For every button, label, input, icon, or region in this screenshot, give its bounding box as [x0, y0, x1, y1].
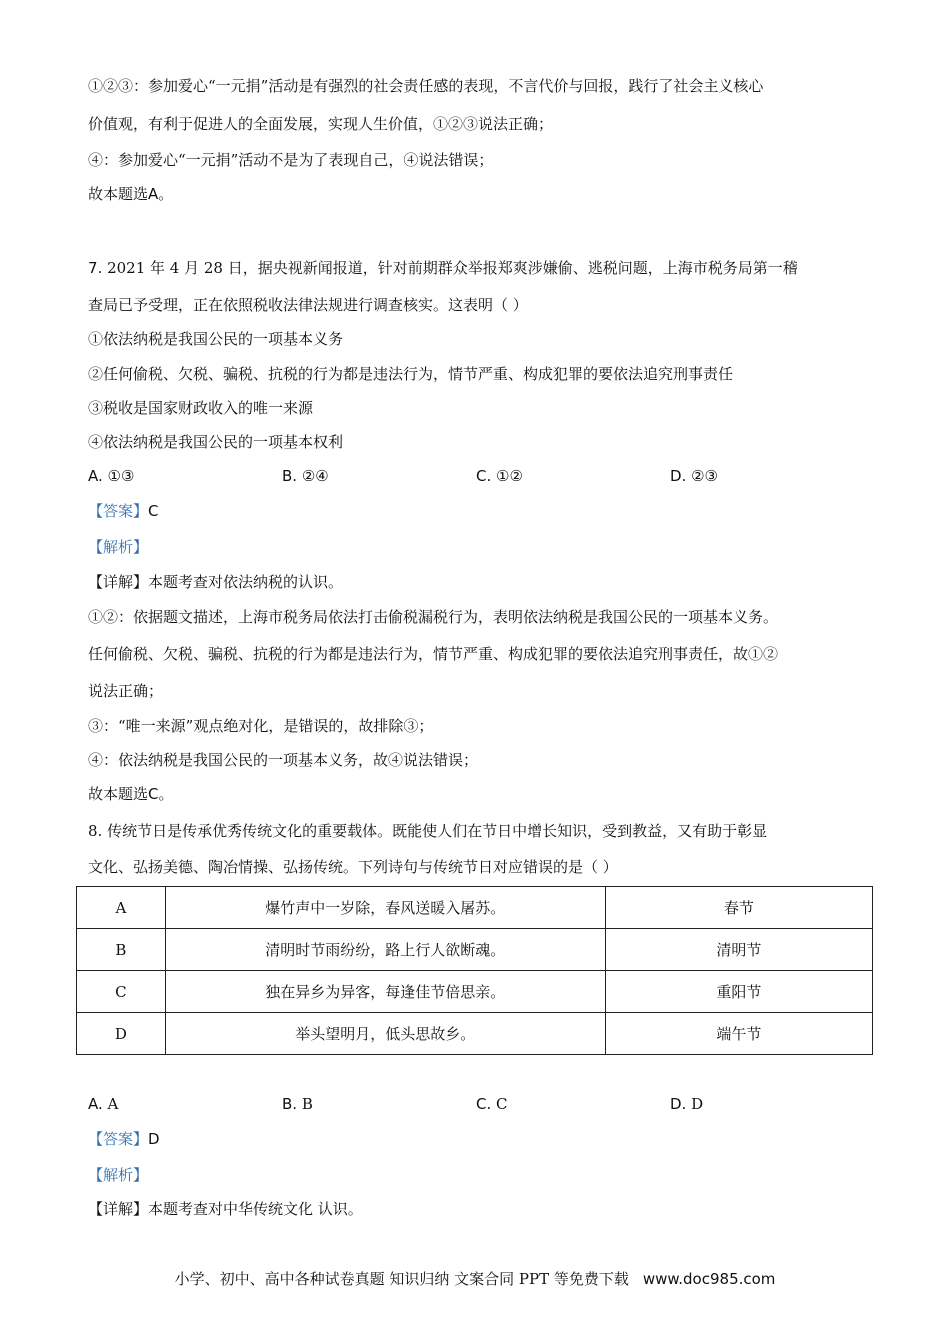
q7-option-b-text: ②④: [301, 467, 329, 485]
q7-option-b-letter: B.: [282, 467, 298, 485]
q8-option-b: [282, 1094, 313, 1114]
prev-conclusion: [88, 184, 173, 204]
q7-stem-line-2: 查局已予受理，正在依照税收法律法规进行调查核实。这表明（ ）: [88, 296, 528, 314]
q8-stem-line-1: [88, 821, 767, 841]
q7-explanation-line-3: 说法正确；: [88, 682, 164, 700]
q8-poem-festival-table: [76, 886, 873, 1055]
q8-option-c-letter: C.: [476, 1095, 492, 1113]
prev-explanation-line-3: ④：参加爱心“一元捐”活动不是为了表现自己，④说法错误；: [88, 151, 494, 169]
table-cell-festival: 春节: [605, 887, 872, 929]
q8-answer-value: D: [148, 1130, 160, 1148]
q8-option-a: [88, 1094, 118, 1114]
table-row: [77, 1013, 873, 1055]
table-row: [77, 971, 873, 1013]
q7-number: 7.: [88, 259, 103, 277]
table-row: [77, 929, 873, 971]
q7-conclusion: [88, 784, 174, 804]
q8-option-d-letter: D.: [670, 1095, 687, 1113]
q8-option-d: [670, 1094, 703, 1114]
q7-option-a-letter: A.: [88, 467, 103, 485]
q8-analysis-tag: 【解析】: [88, 1166, 149, 1184]
prev-explanation-line-1: ①②③：参加爱心“一元捐”活动是有强烈的社会责任感的表现，不言代价与回报，践行了社会主义核心: [88, 77, 764, 95]
q8-option-c: [476, 1094, 508, 1114]
q7-option-c-letter: C.: [476, 467, 492, 485]
q7-option-d-letter: D.: [670, 467, 687, 485]
prev-conclusion-suffix: 。: [158, 185, 174, 203]
q8-option-a-letter: A.: [88, 1095, 103, 1113]
footer-url-link[interactable]: www.doc985.com: [642, 1270, 776, 1288]
q8-answer: [88, 1129, 160, 1149]
table-cell-key: B: [77, 929, 166, 971]
table-cell-key: D: [77, 1013, 166, 1055]
table-cell-poem: 举头望明月，低头思故乡。: [165, 1013, 605, 1055]
q8-answer-tag: 【答案】: [88, 1130, 149, 1148]
q7-option-a-text: ①③: [107, 467, 135, 485]
table-cell-poem: 爆竹声中一岁除，春风送暖入屠苏。: [165, 887, 605, 929]
q7-item-3: ③税收是国家财政收入的唯一来源: [88, 399, 314, 417]
q8-option-c-text: C: [496, 1095, 508, 1113]
table-cell-festival: 清明节: [605, 929, 872, 971]
q7-stem-text-1: 2021 年 4 月 28 日，据央视新闻报道，针对前期群众举报郑爽涉嫌偷、逃税问题，上海市税务局第一稽: [102, 259, 798, 277]
table-row: [77, 887, 873, 929]
q7-item-4: ④依法纳税是我国公民的一项基本权利: [88, 433, 344, 451]
table-cell-key: A: [77, 887, 166, 929]
q7-conclusion-suffix: 。: [158, 785, 174, 803]
q7-option-c: [476, 466, 523, 486]
q7-option-a: [88, 466, 134, 486]
q7-option-d-text: ②③: [691, 467, 719, 485]
q7-item-1: ①依法纳税是我国公民的一项基本义务: [88, 330, 344, 348]
table-cell-festival: 端午节: [605, 1013, 872, 1055]
q8-number: 8.: [88, 822, 103, 840]
prev-conclusion-answer: A: [148, 185, 159, 203]
q8-option-a-text: A: [107, 1095, 119, 1113]
q8-option-d-text: D: [691, 1095, 704, 1113]
footer-text: 小学、初中、高中各种试卷真题 知识归纳 文案合同 PPT 等免费下载: [174, 1270, 629, 1288]
q7-explanation-line-2: 任何偷税、欠税、骗税、抗税的行为都是违法行为，情节严重、构成犯罪的要依法追究刑事责任，故①②: [88, 645, 779, 663]
table-cell-poem: 清明时节雨纷纷，路上行人欲断魂。: [165, 929, 605, 971]
q8-stem-text-1: 传统节日是传承优秀传统文化的重要载体。既能使人们在节日中增长知识，受到教益，又有助于彰显: [102, 822, 768, 840]
q8-option-b-letter: B.: [282, 1095, 298, 1113]
q7-explanation-line-4: ③：“唯一来源”观点绝对化，是错误的，故排除③；: [88, 717, 434, 735]
q7-analysis-tag: 【解析】: [88, 538, 149, 556]
q8-option-b-text: B: [301, 1095, 313, 1113]
prev-explanation-line-2: 价值观，有利于促进人的全面发展，实现人生价值，①②③说法正确；: [88, 115, 554, 133]
q7-explanation-line-5: ④：依法纳税是我国公民的一项基本义务，故④说法错误；: [88, 751, 479, 769]
q7-detail: 【详解】本题考查对依法纳税的认识。: [88, 573, 344, 591]
q7-option-c-text: ①②: [496, 467, 523, 485]
q7-answer-tag: 【答案】: [88, 502, 149, 520]
page-footer: [0, 1268, 950, 1290]
q7-option-b: [282, 466, 329, 486]
table-cell-festival: 重阳节: [605, 971, 872, 1013]
q7-stem-line-1: [88, 258, 798, 278]
q8-detail: 【详解】本题考查对中华传统文化 认识。: [88, 1200, 363, 1218]
q7-answer-value: C: [148, 502, 159, 520]
q8-stem-line-2: 文化、弘扬美德、陶冶情操、弘扬传统。下列诗句与传统节日对应错误的是（ ）: [88, 858, 618, 876]
q7-conclusion-answer: C: [148, 785, 159, 803]
q7-option-d: [670, 466, 718, 486]
table-cell-poem: 独在异乡为异客，每逢佳节倍思亲。: [165, 971, 605, 1013]
q7-conclusion-prefix: 故本题选: [88, 785, 149, 803]
q7-item-2: ②任何偷税、欠税、骗税、抗税的行为都是违法行为，情节严重、构成犯罪的要依法追究刑事责任: [88, 365, 734, 383]
q7-answer: [88, 501, 159, 521]
prev-conclusion-prefix: 故本题选: [88, 185, 149, 203]
q7-explanation-line-1: ①②：依据题文描述，上海市税务局依法打击偷税漏税行为，表明依法纳税是我国公民的一项基本义务。: [88, 608, 779, 626]
table-cell-key: C: [77, 971, 166, 1013]
